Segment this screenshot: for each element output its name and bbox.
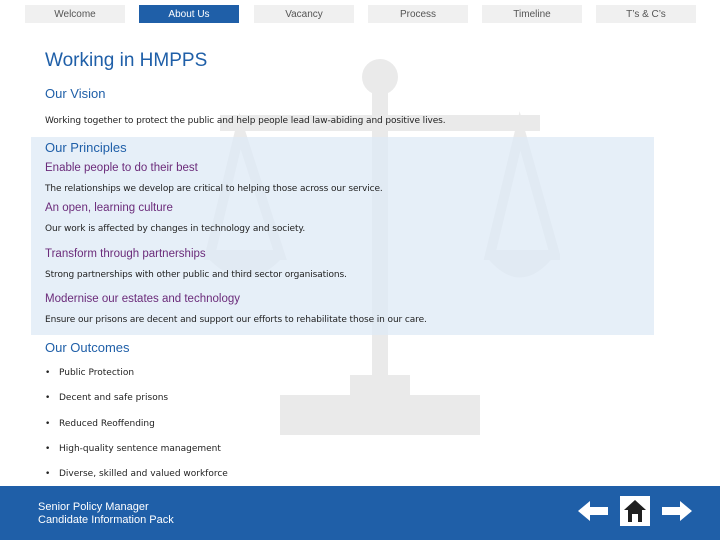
home-icon[interactable]	[620, 496, 650, 526]
principle-text: Strong partnerships with other public and third sector organisations.	[45, 270, 347, 280]
principle-text: Our work is affected by changes in technology and society.	[45, 224, 306, 234]
tab-vacancy[interactable]: Vacancy	[254, 5, 354, 23]
footer-line-pack: Candidate Information Pack	[38, 514, 174, 526]
vision-text: Working together to protect the public and help people lead law-abiding and positive lives.	[45, 116, 446, 126]
outcome-label: Decent and safe prisons	[59, 393, 169, 403]
principles-heading: Our Principles	[45, 140, 127, 155]
vision-heading: Our Vision	[45, 86, 106, 101]
bullet-marker: •	[45, 368, 51, 378]
bullet-marker: •	[45, 469, 51, 479]
principle-title: Transform through partnerships	[45, 248, 206, 260]
tab-terms-conditions[interactable]: T’s & C’s	[596, 5, 696, 23]
principle-text: Ensure our prisons are decent and support our efforts to rehabilitate those in our care.	[45, 315, 427, 325]
bullet-marker: •	[45, 393, 51, 403]
tab-timeline[interactable]: Timeline	[482, 5, 582, 23]
list-item	[45, 419, 155, 429]
top-navigation	[0, 0, 720, 30]
bullet-marker: •	[45, 444, 51, 454]
footer-title	[38, 501, 174, 527]
outcome-label: Public Protection	[59, 368, 135, 378]
outcome-label: Reduced Reoffending	[59, 419, 155, 429]
outcome-label: High-quality sentence management	[59, 444, 221, 454]
footer-line-role: Senior Policy Manager	[38, 501, 149, 513]
tab-process[interactable]: Process	[368, 5, 468, 23]
footer-bar	[0, 486, 720, 540]
list-item	[45, 368, 134, 378]
list-item	[45, 393, 168, 403]
page-navigation	[578, 496, 692, 526]
list-item	[45, 444, 221, 454]
outcome-label: Diverse, skilled and valued workforce	[59, 469, 228, 479]
outcomes-heading: Our Outcomes	[45, 340, 130, 355]
principle-title: Modernise our estates and technology	[45, 293, 240, 305]
principle-title: Enable people to do their best	[45, 162, 198, 174]
forward-arrow-icon[interactable]	[662, 499, 692, 523]
bullet-marker: •	[45, 419, 51, 429]
list-item	[45, 469, 228, 479]
tab-welcome[interactable]: Welcome	[25, 5, 125, 23]
principle-text: The relationships we develop are critical to helping those across our service.	[45, 184, 383, 194]
tab-about-us[interactable]: About Us	[139, 5, 239, 23]
principle-title: An open, learning culture	[45, 202, 173, 214]
back-arrow-icon[interactable]	[578, 499, 608, 523]
page-title: Working in HMPPS	[45, 50, 208, 71]
